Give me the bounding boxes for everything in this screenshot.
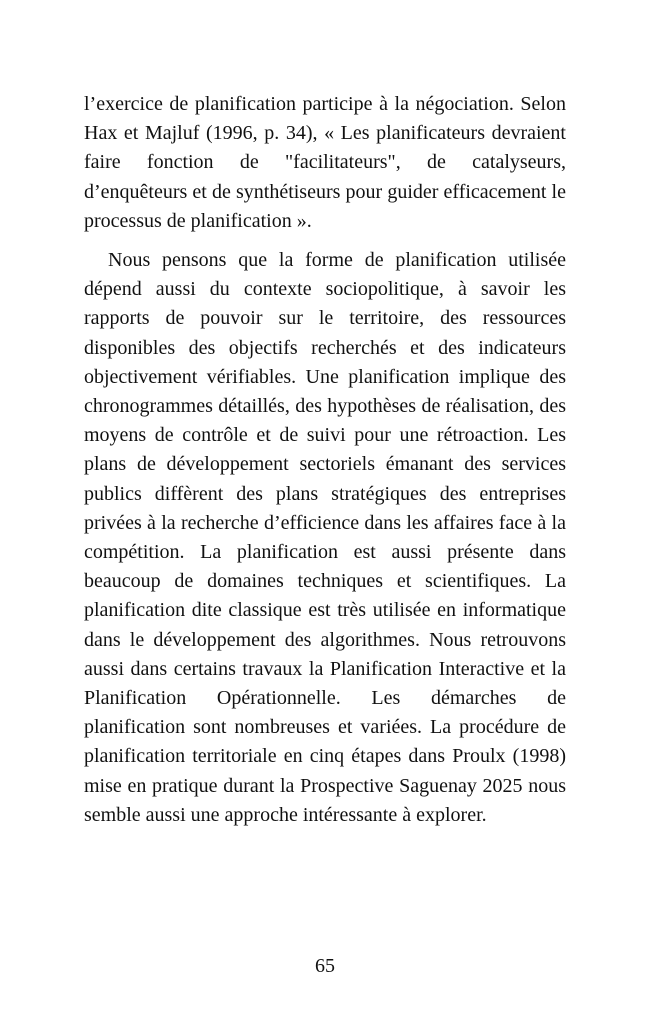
paragraph-1: l’exercice de planification participe à la négociation. Selon Hax et Majluf (1996, p. 34), « Les planificateurs devraient faire fonction de "facilitateurs", de catalyseurs, d’enquêteurs et de synthétiseurs pour guider efficacement le processus de planification ». [84,93,566,232]
page-number: 65 [315,955,335,977]
page-body [84,90,566,830]
paragraph-2: Nous pensons que la forme de planification utilisée dépend aussi du contexte sociopolitique, à savoir les rapports de pouvoir sur le territoire, des ressources disponibles des objectifs recherchés et des indicateurs objectivement vérifiables. Une planification implique des chronogrammes détaillés, des hypothèses de réalisation, des moyens de contrôle et de suivi pour une rétroaction. Les plans de développement sectoriels émanant des services publics diffèrent des plans stratégiques des entreprises privées à la recherche d’efficience dans les affaires face à la compétition. La planification est aussi présente dans beaucoup de domaines techniques et scientifiques. La planification dite classique est très utilisée en informatique dans le développement des algorithmes. Nous retrouvons aussi dans certains travaux la Planification Interactive et la Planification Opérationnelle. Les démarches de planification sont nombreuses et variées. La procédure de planification territoriale en cinq étapes dans Proulx (1998) mise en pratique durant la Prospective Saguenay 2025 nous semble aussi une approche intéressante à explorer. [84,249,566,826]
